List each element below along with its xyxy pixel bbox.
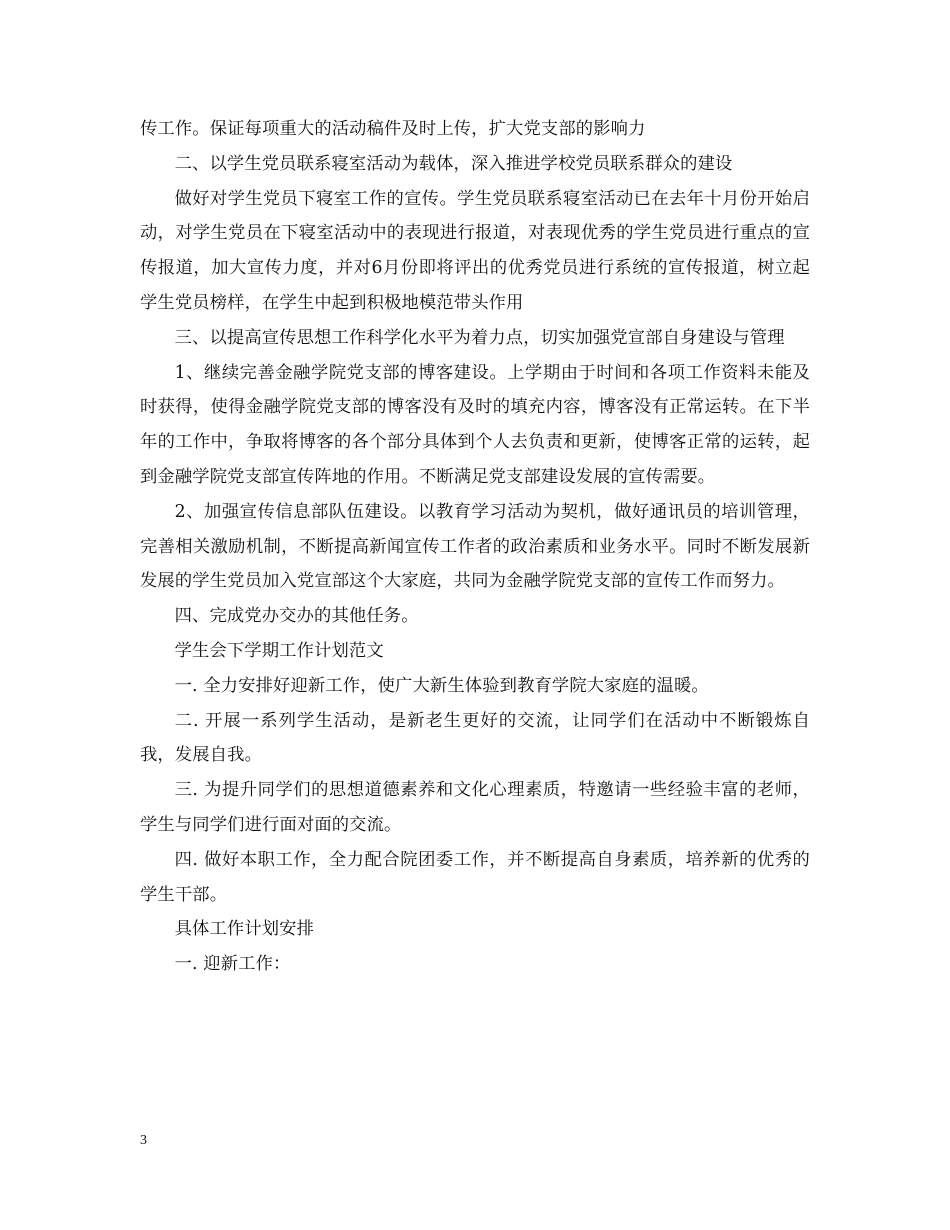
paragraph: 一. 迎新工作： <box>174 954 291 975</box>
paragraph: 一. 全力安排好迎新工作，使广大新生体验到教育学院大家庭的温暖。 <box>174 675 709 696</box>
paragraph: 做好对学生党员下寝室工作的宣传。学生党员联系寝室活动已在去年十月份开始启动，对学生党员在下寝室活动中的表现进行报道，对表现优秀的学生党员进行重点的宣传报道，加大宣传力度，并对6月份即将评出的优秀党员进行系统的宣传报道，树立起学生党员榜样，在学生中起到积极地模范带头作用 <box>140 188 810 313</box>
paragraph: 四、完成党办交办的其他任务。 <box>174 606 419 627</box>
paragraph: 二. 开展一系列学生活动，是新老生更好的交流，让同学们在活动中不断锻炼自我，发展自我。 <box>140 710 810 766</box>
paragraph: 四. 做好本职工作，全力配合院团委工作，并不断提高自身素质，培养新的优秀的学生干部。 <box>140 849 810 905</box>
document-body <box>140 112 810 982</box>
paragraph: 二、以学生党员联系寝室活动为载体，深入推进学校党员联系群众的建设 <box>174 153 733 174</box>
paragraph: 2、加强宣传信息部队伍建设。以教育学习活动为契机，做好通讯员的培训管理，完善相关激励机制，不断提高新闻宣传工作者的政治素质和业务水平。同时不断发展新发展的学生党员加入党宣部这个大家庭，共同为金融学院党支部的宣传工作而努力。 <box>140 501 810 592</box>
section-heading: 具体工作计划安排 <box>174 919 315 940</box>
paragraph: 三. 为提升同学们的思想道德素养和文化心理素质，特邀请一些经验丰富的老师，学生与同学们进行面对面的交流。 <box>140 780 810 835</box>
paragraph: 传工作。保证每项重大的活动稿件及时上传，扩大党支部的影响力 <box>140 119 646 139</box>
section-heading: 学生会下学期工作计划范文 <box>174 640 384 661</box>
paragraph: 1、继续完善金融学院党支部的博客建设。上学期由于时间和各项工作资料未能及时获得，使得金融学院党支部的博客没有及时的填充内容，博客没有正常运转。在下半年的工作中，争取将博客的各个部分具体到个人去负责和更新，使博客正常的运转，起到金融学院党支部宣传阵地的作用。不断满足党支部建设发展的宣传需要。 <box>140 362 810 487</box>
page-number: 3 <box>140 1133 147 1148</box>
paragraph: 三、以提高宣传思想工作科学化水平为着力点，切实加强党宣部自身建设与管理 <box>174 327 785 348</box>
